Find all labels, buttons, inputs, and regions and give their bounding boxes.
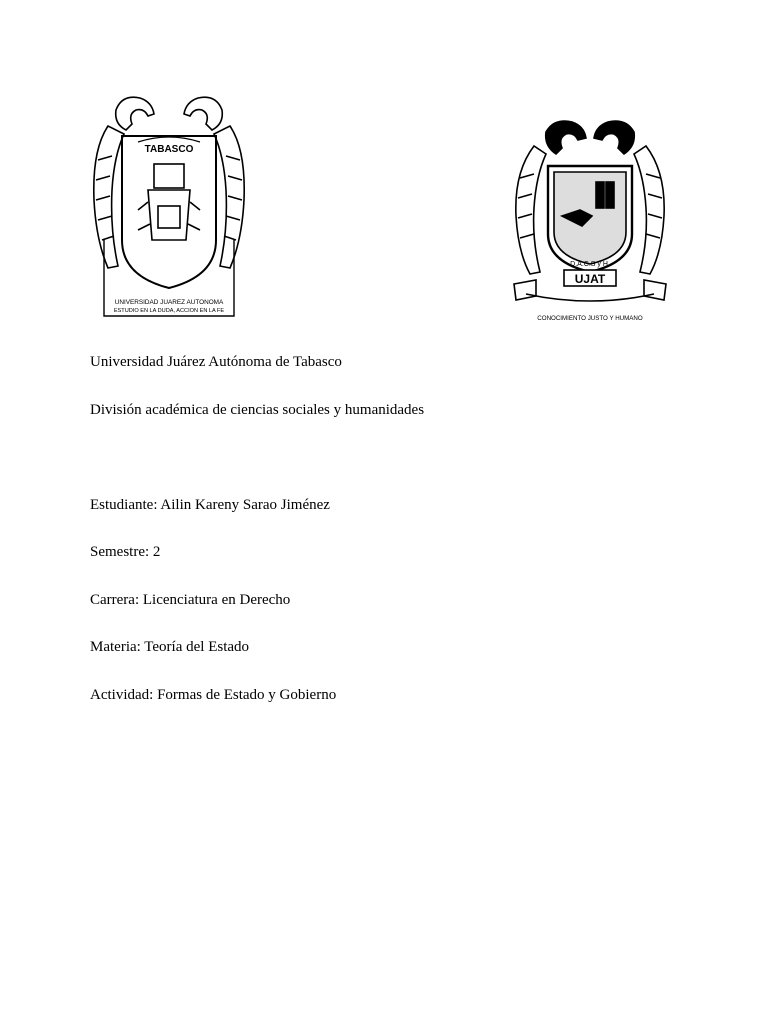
student-name: Estudiante: Ailin Kareny Sarao Jiménez bbox=[90, 497, 330, 513]
university-coat-of-arms-icon bbox=[88, 90, 250, 322]
left-logo-banner: TABASCO bbox=[144, 144, 194, 155]
right-logo-motto: CONOCIMIENTO JUSTO Y HUMANO bbox=[537, 315, 643, 322]
subject: Materia: Teoría del Estado bbox=[90, 639, 250, 655]
right-logo-banner: UJAT bbox=[574, 272, 606, 286]
university-name: Universidad Juárez Autónoma de Tabasco bbox=[90, 354, 342, 370]
semester: Semestre: 2 bbox=[90, 544, 161, 560]
ujat-shield-emblem-icon bbox=[506, 116, 674, 338]
division-name: División académica de ciencias sociales y humanidades bbox=[90, 402, 425, 418]
left-logo-motto: ESTUDIO EN LA DUDA, ACCION EN LA FE bbox=[113, 308, 225, 314]
left-logo-arc-text: UNIVERSIDAD JUAREZ AUTONOMA bbox=[114, 299, 224, 306]
activity: Actividad: Formas de Estado y Gobierno bbox=[90, 687, 337, 703]
career: Carrera: Licenciatura en Derecho bbox=[90, 592, 291, 608]
right-logo-shield-text: D.A.C.S y H. bbox=[570, 261, 610, 268]
